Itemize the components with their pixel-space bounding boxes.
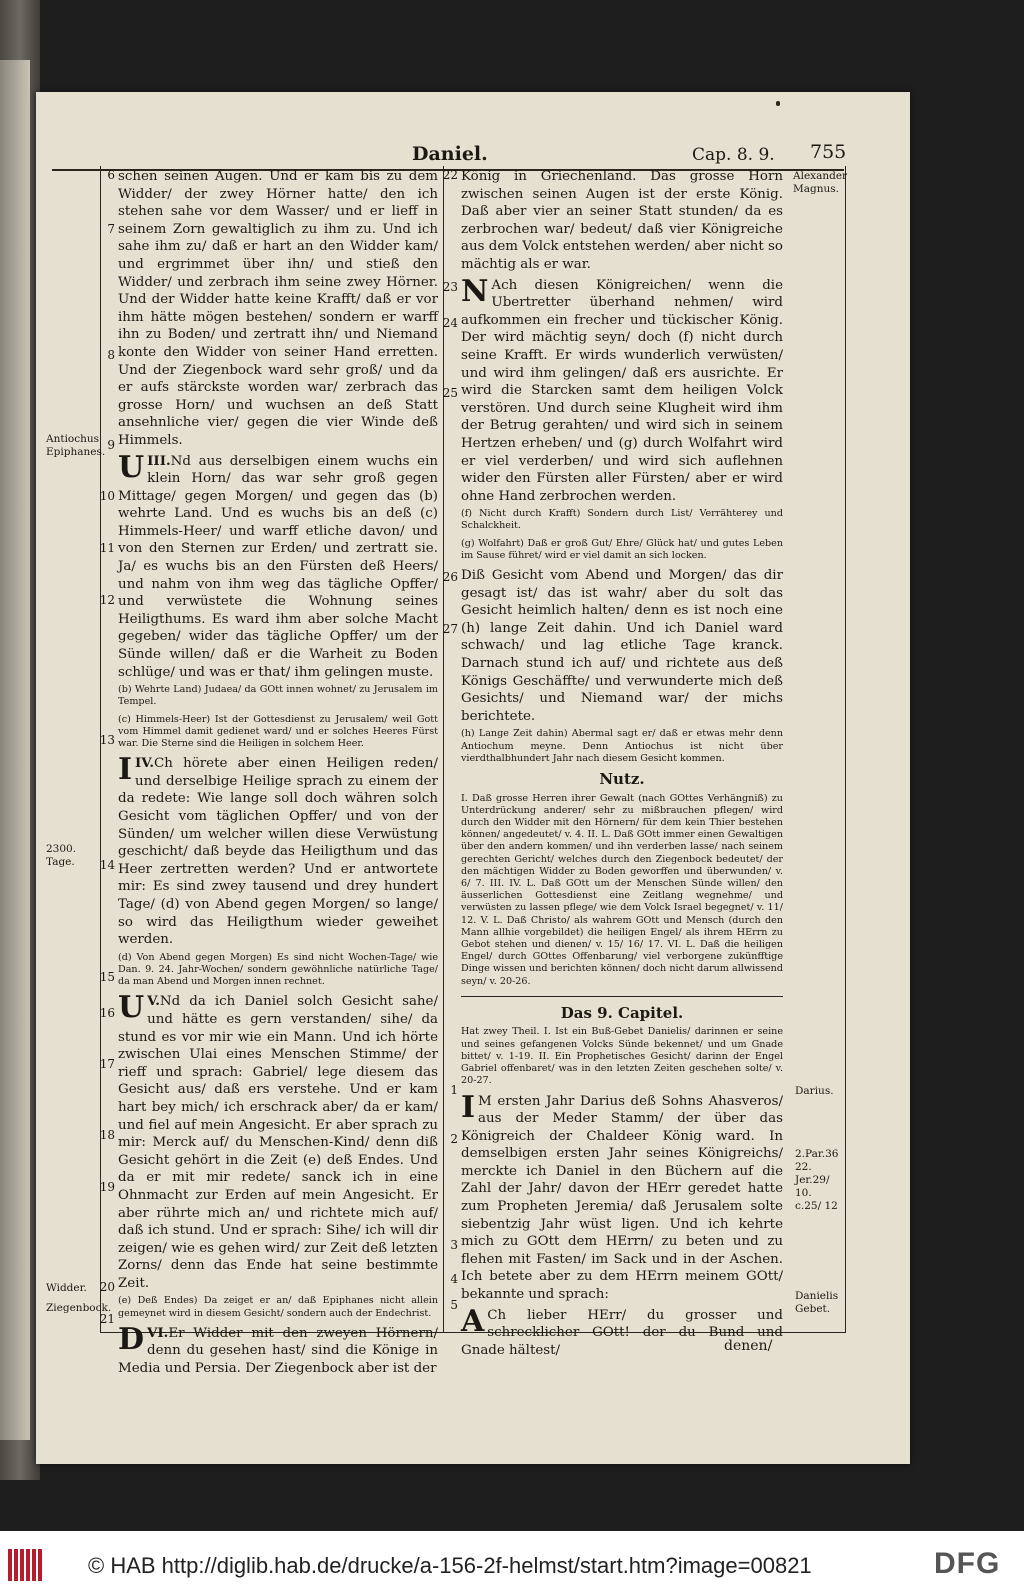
footnote: (c) Himmels-Heer) Ist der Gottesdienst zu Jerusalem/ weil Gott vom Himmel damit gedienet ward/ und er solches Heeres Fürst war. Die Sterne sind die Heiligen in solchem Heer.: [118, 713, 438, 750]
verse-number: 24: [442, 316, 458, 330]
paragraph-text: Ach diesen Königreichen/ wenn die Ubertretter überhand nehmen/ wird aufkommen ein frecher und tückischer König. Der wird mächtig seyn/ doch (f) nicht durch seine Krafft. Er wirds wunderlich verwüsten/ und wird ihm gelingen/ daß ers ausrichte. Er wird die Starcken samt dem heiligen Volck verstören. Und durch seine Klugheit wird ihm der Betrug gerahten/ und wird sich in seinem Hertzen erheben/ und (g) durch Wolfahrt wird er viel verderben/ und wird sich auflehnen wider den Fürsten aller Fürsten/ aber er wird ohne Hand zerbrochen werden.: [461, 277, 783, 504]
verse-number: 5: [450, 1298, 458, 1312]
paragraph: [118, 449, 438, 682]
verse-number: 14: [99, 858, 115, 872]
paragraph: [461, 1089, 783, 1304]
margin-note-right: Danielis Gebet.: [795, 1290, 839, 1315]
dfg-logo: DFG: [934, 1547, 1001, 1580]
verse-number: 19: [99, 1180, 115, 1194]
paragraph-text: Nd aus derselbigen einem wuchs ein klein Horn/ das war sehr groß gegen Mittage/ gegen Morgen/ und gegen das (b) wehrte Land. Und es wuchs bis an deß (c) Himmels-Heer/ und warff etliche davon/ und von den Sternen zur Erden/ und zertratt sie. Ja/ es wuchs bis an den Fürsten deß Heers/ und nahm von ihm weg das tägliche Opffer/ und verwüstete die Wohnung seines Heiligthums. Es ward ihm aber solche Macht gegeben/ wider das tägliche Opffer/ um der Sünde willen/ daß er die Warheit zu Boden schlüge/ und was er that/ ihm gelingen muste.: [118, 453, 438, 680]
paragraph: schen seinen Augen. Und er kam bis zu dem Widder/ der zwey Hörner hatte/ den ich stehen sahe vor dem Wasser/ und er lieff in seinem Zorn gewaltiglich zu ihm zu. Und ich sahe ihm zu/ daß er hart an den Widder kam/ und ergrimmet über ihn/ und stieß den Widder/ und zerbrach ihm seine zwey Hörner. Und der Widder hatte keine Krafft/ daß er vor ihm hätte mögen bestehen/ sondern er warff ihn zu Boden/ und zertratt ihn/ und Niemand konte den Widder von seiner Hand erretten. Und der Ziegenbock ward sehr groß/ und da er aufs stärckste worden war/ zerbrach das grosse Horn/ und wuchsen an deß Statt ansehnliche vier/ gegen die vier Winde deß Himmels.: [118, 169, 438, 448]
verse-number: 16: [99, 1006, 115, 1020]
verse-number: 12: [99, 593, 115, 607]
footnote: (d) Von Abend gegen Morgen) Es sind nicht Wochen-Tage/ wie Dan. 9. 24. Jahr-Wochen/ sondern gewöhnliche natürliche Tage/ da man Abend und Morgen innen rechnet.: [118, 951, 438, 988]
section-heading: Nutz.: [599, 770, 645, 789]
verse-number: 20: [99, 1280, 115, 1294]
footnote: (e) Deß Endes) Da zeiget er an/ daß Epiphanes nicht allein gemeynet wird in diesem Gesicht/ sondern auch der Endechrist.: [118, 1295, 438, 1319]
verse-number: 6: [107, 168, 115, 182]
page-number: 755: [810, 141, 847, 163]
drop-cap: U: [118, 990, 145, 1026]
paragraph-text: Ch hörete aber einen Heiligen reden/ und derselbige Heilige sprach zu einem der da redete: Wie lange soll doch währen solch Gesicht vom täglichen Opffer/ und von der Sünden/ um welcher willen diese Verwüstung geschicht/ daß beyde das Heiligthum und das Heer zertretten werden? Und er antwortete mir: Es sind zwey tausend und drey hundert Tage/ (d) von Abend gegen Morgen/ so lange/ so wird das Heiligthum wieder geweihet werden.: [118, 756, 438, 948]
verse-number: 18: [99, 1128, 115, 1142]
verse-number: 4: [450, 1272, 458, 1286]
left-column: [118, 168, 438, 1381]
verse-number: 17: [99, 1057, 115, 1071]
paragraph: [461, 273, 783, 506]
verse-number: 1: [450, 1083, 458, 1097]
verse-number: 23: [442, 280, 458, 294]
verse-number: 8: [107, 348, 115, 362]
section-number: III.: [147, 452, 171, 469]
verse-number: 27: [442, 622, 458, 636]
section-number: VI.: [147, 1324, 169, 1341]
section-number: V.: [147, 993, 160, 1010]
right-column: [461, 168, 783, 1362]
paragraph: [118, 1321, 438, 1378]
footnote: (h) Lange Zeit dahin) Abermal sagt er/ daß er etwas mehr denn Antiochum meyne. Denn Antiochus ist nicht über vierdthalbhundert Jahr nach diesem Gesicht kommen.: [461, 728, 783, 764]
verse-number: 3: [450, 1238, 458, 1252]
running-title: Daniel.: [412, 143, 488, 165]
verse-number: 25: [442, 386, 458, 400]
margin-note-right: Darius.: [795, 1085, 834, 1097]
drop-cap: I: [118, 752, 133, 788]
footnote: (b) Wehrte Land) Judaea/ da GOtt innen wohnet/ zu Jerusalem im Tempel.: [118, 684, 438, 708]
verse-number: 15: [99, 970, 115, 984]
section-number: IV.: [135, 755, 155, 772]
margin-note-left: Antiochus Epiphanes.: [46, 433, 106, 458]
drop-cap: U: [118, 449, 145, 485]
chapter-indicator: Cap. 8. 9.: [692, 145, 775, 165]
column-separator: [443, 166, 444, 1332]
margin-note-left: 2300. Tage.: [46, 843, 77, 868]
margin-note-right: 2.Par.36 22. Jer.29/ 10. c.25/ 12: [795, 1148, 839, 1212]
verse-number: 2: [450, 1132, 458, 1146]
drop-cap: A: [461, 1303, 485, 1339]
paragraph-text: M ersten Jahr Darius deß Sohns Ahasveros/ aus der Meder Stamm/ der über das Königreich der Chaldeer König ward. In demselbigen ersten Jahr seines Königreichs/ merckte ich Daniel in den Büchern auf die Zahl der Jahr/ davon der HErr geredet hatte zum Propheten Jeremia/ daß Jerusalem solte siebentzig Jahr wüst ligen. Und ich kehrte mich zu GOtt dem HErrn/ zu beten und zu flehen mit Fasten/ im Sack und in der Aschen. Ich betete aber zu dem HErrn meinem GOtt/ bekannte und sprach:: [461, 1093, 783, 1303]
paragraph-text: Er Widder mit den zweyen Hörnern/ denn du gesehen hast/ sind die Könige in Media und Persia. Der Ziegenbock aber ist der: [118, 1325, 438, 1377]
library-logo-icon: [8, 1549, 48, 1581]
ink-speck: [776, 101, 780, 106]
paragraph-text: Ch lieber HErr/ du grosser und schrecklicher GOtt! der du Bund und Gnade hältest/: [461, 1307, 783, 1358]
verse-number: 13: [99, 733, 115, 747]
attribution-bar: [0, 1531, 1024, 1596]
catchword: denen/: [724, 1338, 773, 1354]
opposite-page-edge: [0, 60, 30, 1440]
divider: [461, 996, 783, 997]
margin-note-right: Alexander Magnus.: [793, 170, 848, 195]
drop-cap: I: [461, 1089, 476, 1125]
margin-note-left: Ziegenbock.: [46, 1302, 112, 1314]
paragraph: [118, 752, 438, 949]
verse-number: 10: [99, 489, 115, 503]
verse-number: 9: [107, 438, 115, 452]
verse-number: 26: [442, 570, 458, 584]
verse-number: 11: [99, 541, 115, 555]
drop-cap: D: [118, 1321, 145, 1357]
verse-number: 7: [107, 222, 115, 236]
verse-number: 22: [442, 168, 458, 182]
footnote: (g) Wolfahrt) Daß er groß Gut/ Ehre/ Glück hat/ und gutes Leben im Sause führet/ wird er viel damit an sich locken.: [461, 537, 783, 561]
citation-link[interactable]: © HAB http://diglib.hab.de/drucke/a-156-2f-helmst/start.htm?image=00821: [88, 1553, 812, 1578]
chapter-heading: Das 9. Capitel.: [560, 1003, 684, 1022]
drop-cap: N: [461, 273, 489, 309]
paragraph: König in Griechenland. Das grosse Horn zwischen seinen Augen ist der erste König. Daß aber vier an seiner Statt stunden/ da es zerbrochen war/ bedeut/ daß vier Königreiche aus dem Volck entstehen werden/ aber nicht so mächtig als er war.: [461, 169, 783, 272]
application-notes: I. Daß grosse Herren ihrer Gewalt (nach GOttes Verhängniß) zu Unterdrückung anderer/ sehr zu mißbrauchen pflegen/ wird durch den Widder mit den Hörnern/ für dem kein Thier bestehen können/ angedeutet/ v. 4. II. L. Daß GOtt immer einen Gewaltigen über den andern kommen/ und ihn verderben lasse/ nach seinem gerechten Gericht/ welches durch den Ziegenbock bedeutet/ der den mächtigen Widder zu Boden geworffen und überwunden/ v. 6/ 7. III. IV. L. Daß GOtt um der Menschen Sünde willen/ den äusserlichen Gottesdienst eine Zeitlang wegnehme/ und verwüsten zu lassen pflege/ wie dem Volck Israel begegnet/ v. 11/ 12. V. L. Daß Christo/ als wahrem GOtt und Mensch (durch den Mann allhie vorgebildet) die heiligen Engel/ als ihrem HErrn zu Gebot stehen und dienen/ v. 15/ 16/ 17. VI. L. Daß die heiligen Engel/ durch GOttes Offenbarung/ viel verborgene zukünfftige Dinge wissen und berichten können/ doch nicht darum allwissend seyn/ v. 20-26.: [461, 792, 783, 987]
verse-number: 21: [99, 1312, 115, 1326]
margin-note-left: Widder.: [46, 1282, 87, 1294]
footnote: (f) Nicht durch Krafft) Sondern durch List/ Verrähterey und Schalckheit.: [461, 508, 783, 532]
chapter-summary: Hat zwey Theil. I. Ist ein Buß-Gebet Danielis/ darinnen er seine und seines gefangenen Volcks Sünde bekennet/ und um Gnade bittet/ v. 1-19. II. Ein Prophetisches Gesicht/ darinn der Engel Gabriel offenbaret/ was in den letzten Zeiten geschehen solte/ v. 20-27.: [461, 1026, 783, 1087]
paragraph: Diß Gesicht vom Abend und Morgen/ das dir gesagt ist/ das ist wahr/ aber du solt das Gesicht heimlich halten/ denn es ist noch eine (h) lange Zeit dahin. Und ich Daniel ward schwach/ und lag etliche Tage kranck. Darnach stund ich auf/ und richtete aus deß Königs Geschäffte/ und verwunderte mich deß Gesichts/ und Niemand war/ der michs berichtete.: [461, 568, 783, 724]
paragraph-text: Nd da ich Daniel solch Gesicht sahe/ und hätte es gern verstanden/ sihe/ da stund es vor mir wie ein Mann. Und ich hörte zwischen Ulai eines Menschen Stimme/ der rieff und sprach: Gabriel/ lege diesem das Gesicht aus/ daß ers verstehe. Und er kam hart bey mich/ ich erschrack aber/ da er kam/ und fiel auf mein Angesicht. Er aber sprach zu mir: Merck auf/ du Menschen-Kind/ denn diß Gesicht gehört in die Zeit (e) deß Endes. Und da er mit mir redete/ sanck ich in eine Ohnmacht zur Erden auf mein Angesicht. Er aber rührte mich an/ und richtete mich auf/ daß ich stund. Und er sprach: Sihe/ ich will dir zeigen/ wie es gehen wird/ zur Zeit deß letzten Zorns/ denn das Ende hat seine bestimmte Zeit.: [118, 994, 438, 1291]
paragraph: [118, 990, 438, 1292]
